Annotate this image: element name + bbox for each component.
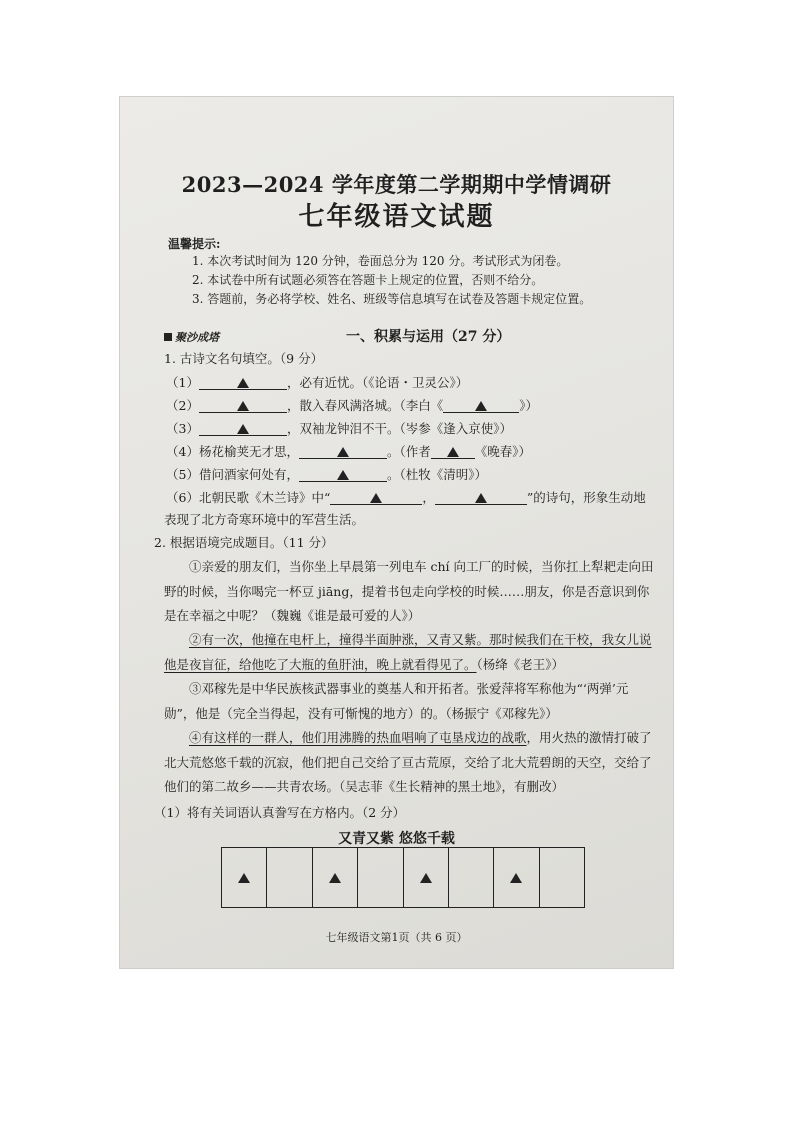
answer-blank <box>299 467 387 482</box>
answer-blank <box>299 444 387 459</box>
page-footer: 七年级语文第1页（共 6 页） <box>325 931 468 944</box>
answer-blank <box>443 398 519 413</box>
grid-cell <box>449 848 494 907</box>
triangle-icon <box>329 873 341 883</box>
answer-blank <box>435 490 527 505</box>
triangle-icon <box>238 873 250 883</box>
exam-subtitle: 七年级语文试题 <box>298 202 495 232</box>
sub-question-1: （1）将有关词语认真誊写在方格内。（2 分） <box>154 805 406 820</box>
copy-words: 又青又紫 悠悠千载 <box>338 831 455 847</box>
grid-cell <box>222 848 267 907</box>
triangle-icon <box>420 873 432 883</box>
notice-item: 3. 答题前，务必将学校、姓名、班级等信息填写在试卷及答题卡规定位置。 <box>192 292 592 306</box>
q1-item-3: （3） ，双袖龙钟泪不干。（岑参《逢入京使》） <box>166 421 512 436</box>
triangle-icon <box>337 470 349 480</box>
notice-item: 1. 本次考试时间为 120 分钟，卷面总分为 120 分。考试形式为闭卷。 <box>192 254 569 268</box>
q1-item-6-cont: 表现了北方奇寒环境中的军营生活。 <box>164 512 365 527</box>
q1-item-4: （4）杨花榆荚无才思， 。（作者 《晚春》） <box>166 444 531 459</box>
section-tag: 聚沙成塔 <box>164 329 219 345</box>
answer-blank <box>431 444 475 459</box>
answer-blank <box>199 398 287 413</box>
triangle-icon <box>447 447 459 457</box>
triangle-icon <box>337 447 349 457</box>
triangle-icon <box>237 401 249 411</box>
triangle-icon <box>370 493 382 503</box>
exam-paper-photo <box>120 97 673 968</box>
grid-cell <box>540 848 584 907</box>
q1-item-1: （1） ，必有近忧。（《论语・卫灵公》） <box>166 375 469 390</box>
passage-2: ②有一次，他撞在电杆上，撞得半面肿涨，又青又紫。那时候我们在干校，我女儿说他是夜盲征，给他吃了大瓶的鱼肝油，晚上就看得见了。（杨绛《老王》） <box>164 632 652 672</box>
writing-grid <box>221 847 585 908</box>
notice-item: 2. 本试卷中所有试题必须答在答题卡上规定的位置，否则不给分。 <box>192 273 544 287</box>
passage-1: ①亲爱的朋友们，当你坐上早晨第一列电车 chí 向工厂的时候，当你扛上犁耙走向田野的时候，当你喝完一杯豆 jiāng，提着书包走向学校的时候……朋友，你是否意识到你是在幸福之中呢？（魏巍《谁是最可爱的人》） <box>164 559 654 623</box>
exam-title: 2023—2024 学年度第二学期期中学情调研 <box>181 172 612 197</box>
triangle-icon <box>475 493 487 503</box>
section-title: 一、积累与运用（27 分） <box>346 329 511 345</box>
grid-cell <box>267 848 312 907</box>
triangle-icon <box>237 378 249 388</box>
question-1-stem: 1. 古诗文名句填空。（9 分） <box>164 351 324 366</box>
square-icon <box>164 333 172 341</box>
triangle-icon <box>475 401 487 411</box>
triangle-icon <box>237 424 249 434</box>
grid-cell <box>313 848 358 907</box>
passage-4: ④有这样的一群人，他们用沸腾的热血唱响了屯垦戍边的战歌，用火热的激情打破了北大荒悠悠千载的沉寂，他们把自己交给了亘古荒原，交给了北大荒碧朗的天空，交给了他们的第二故乡——共青农场。（吴志菲《生长精神的黑土地》，有删改） <box>164 730 652 794</box>
question-2-stem: 2. 根据语境完成题目。（11 分） <box>154 535 334 550</box>
grid-cell <box>358 848 403 907</box>
answer-blank <box>330 490 422 505</box>
q1-item-6: （6）北朝民歌《木兰诗》中“ ， ”的诗句，形象生动地 <box>166 490 646 505</box>
q1-item-2: （2） ，散入春风满洛城。（李白《 》） <box>166 398 538 413</box>
passage-3: ③邓稼先是中华民族核武器事业的奠基人和开拓者。张爱萍将军称他为“‘两弹’元勋”，他是（完全当得起，没有可惭愧的地方）的。（杨振宁《邓稼先》） <box>164 681 629 721</box>
q1-item-5: （5）借问酒家何处有， 。（杜牧《清明》） <box>166 467 487 482</box>
triangle-icon <box>510 873 522 883</box>
answer-blank <box>199 375 287 390</box>
answer-blank <box>199 421 287 436</box>
grid-cell <box>494 848 539 907</box>
notice-heading: 温馨提示: <box>168 237 221 251</box>
grid-cell <box>404 848 449 907</box>
